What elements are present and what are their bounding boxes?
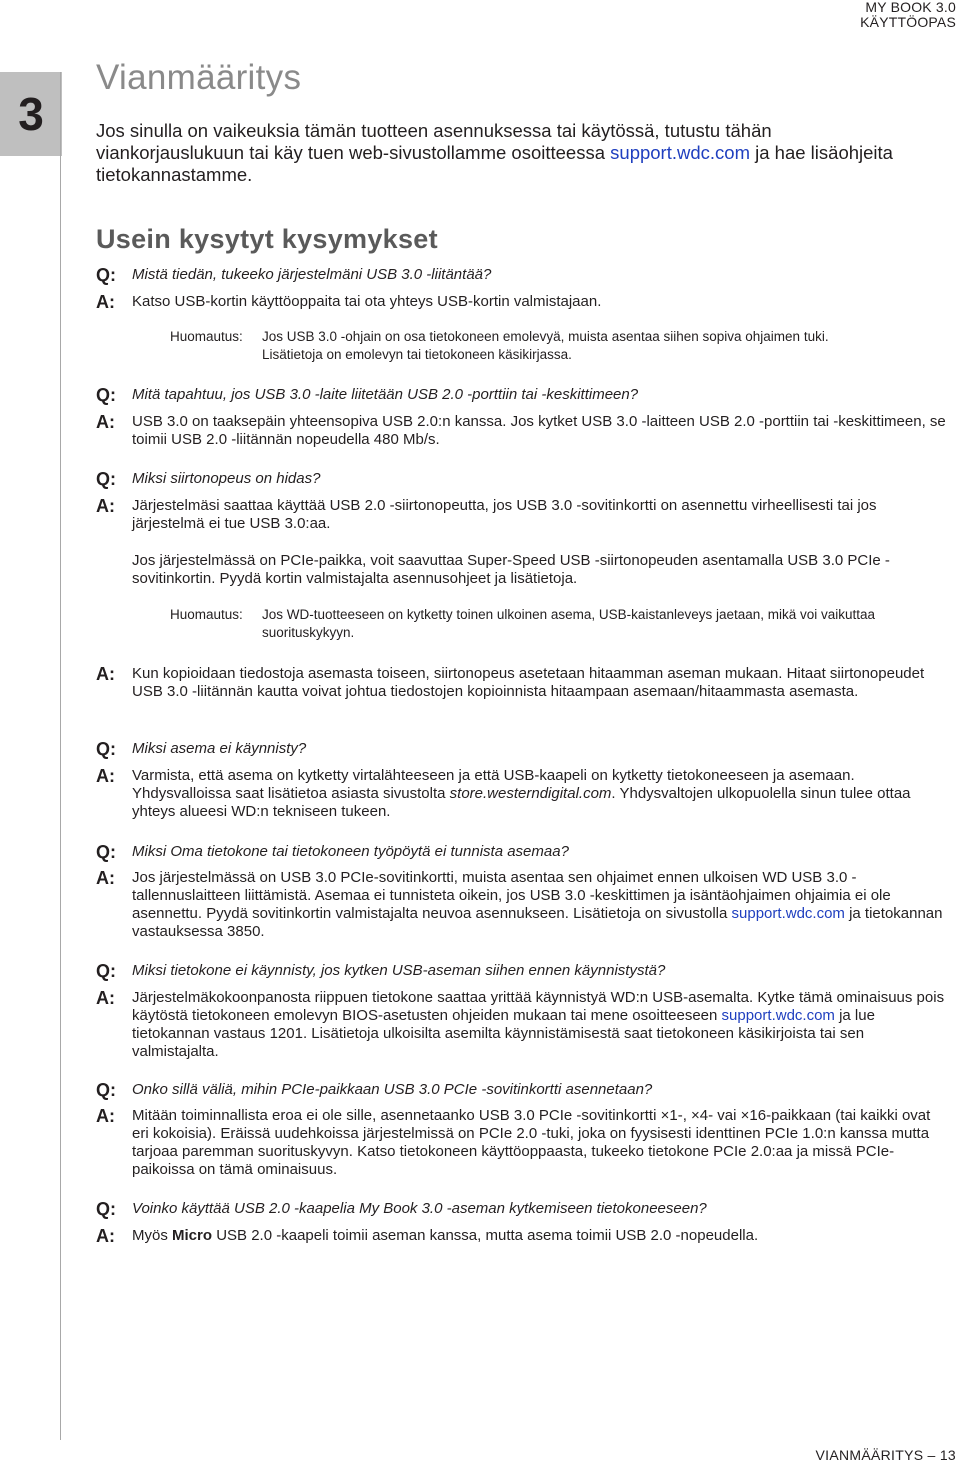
answer-text bbox=[132, 989, 946, 1061]
answer-no-start bbox=[96, 767, 946, 821]
answer-not-recognized bbox=[96, 869, 946, 941]
question-label: Q: bbox=[96, 842, 116, 862]
chapter-tab bbox=[0, 72, 62, 156]
answer-label: A: bbox=[96, 868, 115, 888]
question-text: Mistä tiedän, tukeeko järjestelmäni USB 3.0 -liitäntää? bbox=[132, 266, 492, 283]
answer-text: Järjestelmäsi saattaa käyttää USB 2.0 -siirtonopeutta, jos USB 3.0 -sovitinkortti on asennettu virheellisesti tai jos järjestelmä ei tue USB 3.0:aa. bbox=[132, 497, 877, 532]
answer-usb3-support bbox=[96, 293, 946, 311]
pcie-paragraph: Jos järjestelmässä on PCIe-paikka, voit saavuttaa Super-Speed USB -siirtonopeuden asentamalla USB 3.0 PCIe -sovitinkortin. Pyydä kortin valmistajalta asennusohjeet ja lisätietoja. bbox=[132, 552, 890, 587]
question-label: Q: bbox=[96, 469, 116, 489]
answer-text-start: Myös bbox=[132, 1227, 173, 1244]
answer-text-end: USB 2.0 -kaapeli toimii aseman kanssa, mutta asema toimii USB 2.0 -nopeudella. bbox=[212, 1227, 759, 1244]
note-bandwidth bbox=[170, 606, 890, 642]
answer-label: A: bbox=[96, 1106, 115, 1126]
footer-separator: – bbox=[923, 1447, 940, 1463]
question-label: Q: bbox=[96, 1199, 116, 1219]
support-link[interactable]: support.wdc.com bbox=[721, 1007, 835, 1024]
answer-label: A: bbox=[96, 292, 115, 312]
answer-label: A: bbox=[96, 412, 115, 432]
answer-text bbox=[132, 767, 946, 821]
answer-text-end: . Yhdysvaltojen ulkopuolella sinun tulee ottaa yhteys alueesi WD:n tekniseen tukeen. bbox=[132, 785, 911, 820]
intro-paragraph bbox=[96, 120, 916, 186]
footer-section: VIANMÄÄRITYS bbox=[815, 1447, 924, 1463]
support-link[interactable]: support.wdc.com bbox=[731, 905, 845, 922]
intro-text-end: ja hae lisäohjeita tietokannastamme. bbox=[96, 142, 893, 185]
header-manual: KÄYTTÖOPAS bbox=[860, 14, 956, 30]
answer-text-start: Jos järjestelmässä on USB 3.0 PCIe-sovitinkortti, muista asentaa sen ohjaimet ennen ulkoisen WD USB 3.0 -tallennuslaitteen liittämistä. Asemaa ei tunnisteta oikein, jos USB 3.0 -keskittimen ja isäntäohjaimen ohjaimia ei ole asennettu. Pyydä sovitinkortin valmistajalta neuvoa asennukseen. Lisätietoja on sivustolla bbox=[132, 869, 891, 922]
question-slow-transfer bbox=[96, 470, 946, 488]
faq-heading: Usein kysytyt kysymykset bbox=[96, 224, 438, 254]
question-label: Q: bbox=[96, 1080, 116, 1100]
question-label: Q: bbox=[96, 961, 116, 981]
answer-text-start: Varmista, että asema on kytketty virtalähteeseen ja että USB-kaapeli on kytketty tietokoneeseen ja asemaan. Yhdysvalloissa saat lisätietoa asiasta sivustolta bbox=[132, 767, 855, 802]
question-text: Miksi asema ei käynnisty? bbox=[132, 740, 307, 757]
answer-text-end: ja lue tietokannan vastaus 1201. Lisätietoja ulkoisilta asemilta käynnistämisestä saat tietokoneen käsikirjoista tai sen valmistajalta. bbox=[132, 1007, 875, 1060]
question-usb2-cable bbox=[96, 1200, 946, 1218]
answer-label: A: bbox=[96, 1226, 115, 1246]
question-not-recognized bbox=[96, 843, 946, 861]
chapter-number: 3 bbox=[18, 88, 44, 140]
answer-text-start: Järjestelmäkokoonpanosta riippuen tietokone saattaa yrittää käynnistyä WD:n USB-asemalta. Kytke tämä ominaisuus pois käytöstä tietokoneen emolevyn BIOS-asetusten ohjeiden mukaan tai mene osoitteeseen bbox=[132, 989, 945, 1024]
answer-copy-speed bbox=[96, 665, 946, 701]
answer-usb2-port bbox=[96, 413, 946, 449]
question-label: Q: bbox=[96, 265, 116, 285]
running-header bbox=[860, 0, 956, 30]
question-text: Miksi tietokone ei käynnisty, jos kytken USB-aseman siihen ennen käynnistystä? bbox=[132, 962, 666, 979]
question-pcie-slot bbox=[96, 1081, 946, 1099]
answer-label: A: bbox=[96, 988, 115, 1008]
note-text: Jos USB 3.0 -ohjain on osa tietokoneen emolevyä, muista asentaa siihen sopiva ohjaimen tuki. Lisätietoja on emolevyn tai tietokoneen käsikirjassa. bbox=[262, 329, 829, 362]
note-text: Jos WD-tuotteeseen on kytketty toinen ulkoinen asema, USB-kaistanleveys jaetaan, mikä voi vaikuttaa suorituskykyyn. bbox=[262, 607, 876, 640]
support-link[interactable]: support.wdc.com bbox=[610, 142, 750, 163]
answer-slow-transfer bbox=[96, 497, 946, 533]
answer-text bbox=[132, 1227, 946, 1245]
question-text: Voinko käyttää USB 2.0 -kaapelia My Book 3.0 -aseman kytkemiseen tietokoneeseen? bbox=[132, 1200, 707, 1217]
question-text: Miksi siirtonopeus on hidas? bbox=[132, 470, 321, 487]
answer-text-end: ja tietokannan vastauksessa 3850. bbox=[132, 905, 943, 940]
question-text: Mitä tapahtuu, jos USB 3.0 -laite liitetään USB 2.0 -porttiin tai -keskittimeen? bbox=[132, 386, 639, 403]
question-usb2-port bbox=[96, 386, 946, 404]
answer-label: A: bbox=[96, 664, 115, 684]
page-footer bbox=[816, 1447, 957, 1463]
answer-text bbox=[132, 869, 946, 941]
question-label: Q: bbox=[96, 739, 116, 759]
answer-text: Katso USB-kortin käyttöoppaita tai ota yhteys USB-kortin valmistajaan. bbox=[132, 293, 602, 310]
note-motherboard bbox=[170, 328, 890, 364]
intro-text-start: Jos sinulla on vaikeuksia tämän tuotteen asennuksessa tai käytössä, tutustu tähän viankorjauslukuun tai käy tuen web-sivustollamme osoitteessa bbox=[96, 120, 772, 163]
note-label: Huomautus: bbox=[170, 329, 243, 344]
answer-label: A: bbox=[96, 766, 115, 786]
answer-pcie-slot bbox=[96, 1107, 946, 1179]
question-text: Miksi Oma tietokone tai tietokoneen työpöytä ei tunnista asemaa? bbox=[132, 843, 569, 860]
answer-text: Kun kopioidaan tiedostoja asemasta toiseen, siirtonopeus asetetaan hitaamman aseman mukaan. Hitaat siirtonopeudet USB 3.0 -liitännän kautta voivat johtua tiedostojen kopioinnista hitaampaan asemaan/hitaammasta asemasta. bbox=[132, 665, 925, 700]
answer-usb2-cable bbox=[96, 1227, 946, 1245]
question-no-start bbox=[96, 740, 946, 758]
note-label: Huomautus: bbox=[170, 607, 243, 622]
chapter-title: Vianmääritys bbox=[96, 58, 302, 97]
question-label: Q: bbox=[96, 385, 116, 405]
question-usb3-support bbox=[96, 266, 946, 284]
question-boot-fail bbox=[96, 962, 946, 980]
answer-label: A: bbox=[96, 496, 115, 516]
micro-emphasis: Micro bbox=[172, 1227, 213, 1244]
answer-text: USB 3.0 on taaksepäin yhteensopiva USB 2.0:n kanssa. Jos kytket USB 3.0 -laitteen USB 2.0 -porttiin tai -keskittimeen, se toimii USB 2.0 -liitännän nopeudella 480 Mb/s. bbox=[132, 413, 946, 448]
question-text: Onko sillä väliä, mihin PCIe-paikkaan USB 3.0 PCIe -sovitinkortti asennetaan? bbox=[132, 1081, 653, 1098]
store-site: store.westerndigital.com bbox=[449, 785, 612, 802]
header-product: MY BOOK 3.0 bbox=[865, 0, 956, 15]
margin-rule bbox=[60, 72, 61, 1440]
answer-text: Mitään toiminnallista eroa ei ole sille, asennetaanko USB 3.0 PCIe -sovitinkortti ×1-, ×4- vai ×16-paikkaan (tai kaikki ovat eri kokoisia). Eräissä uudehkoissa järjestelmissä on PCIe 2.0 -tuki, joka on fyysisesti identtinen PCIe 1.0:n kanssa mutta tarjoaa paremman suorituskyvyn. Katso tietokoneen käyttöoppaasta, tukeeko tietokone PCIe 2.0:aa ja missä PCIe-paikoissa on tämä ominaisuus. bbox=[132, 1107, 931, 1178]
answer-boot-fail bbox=[96, 989, 946, 1061]
page-number: 13 bbox=[939, 1447, 956, 1463]
